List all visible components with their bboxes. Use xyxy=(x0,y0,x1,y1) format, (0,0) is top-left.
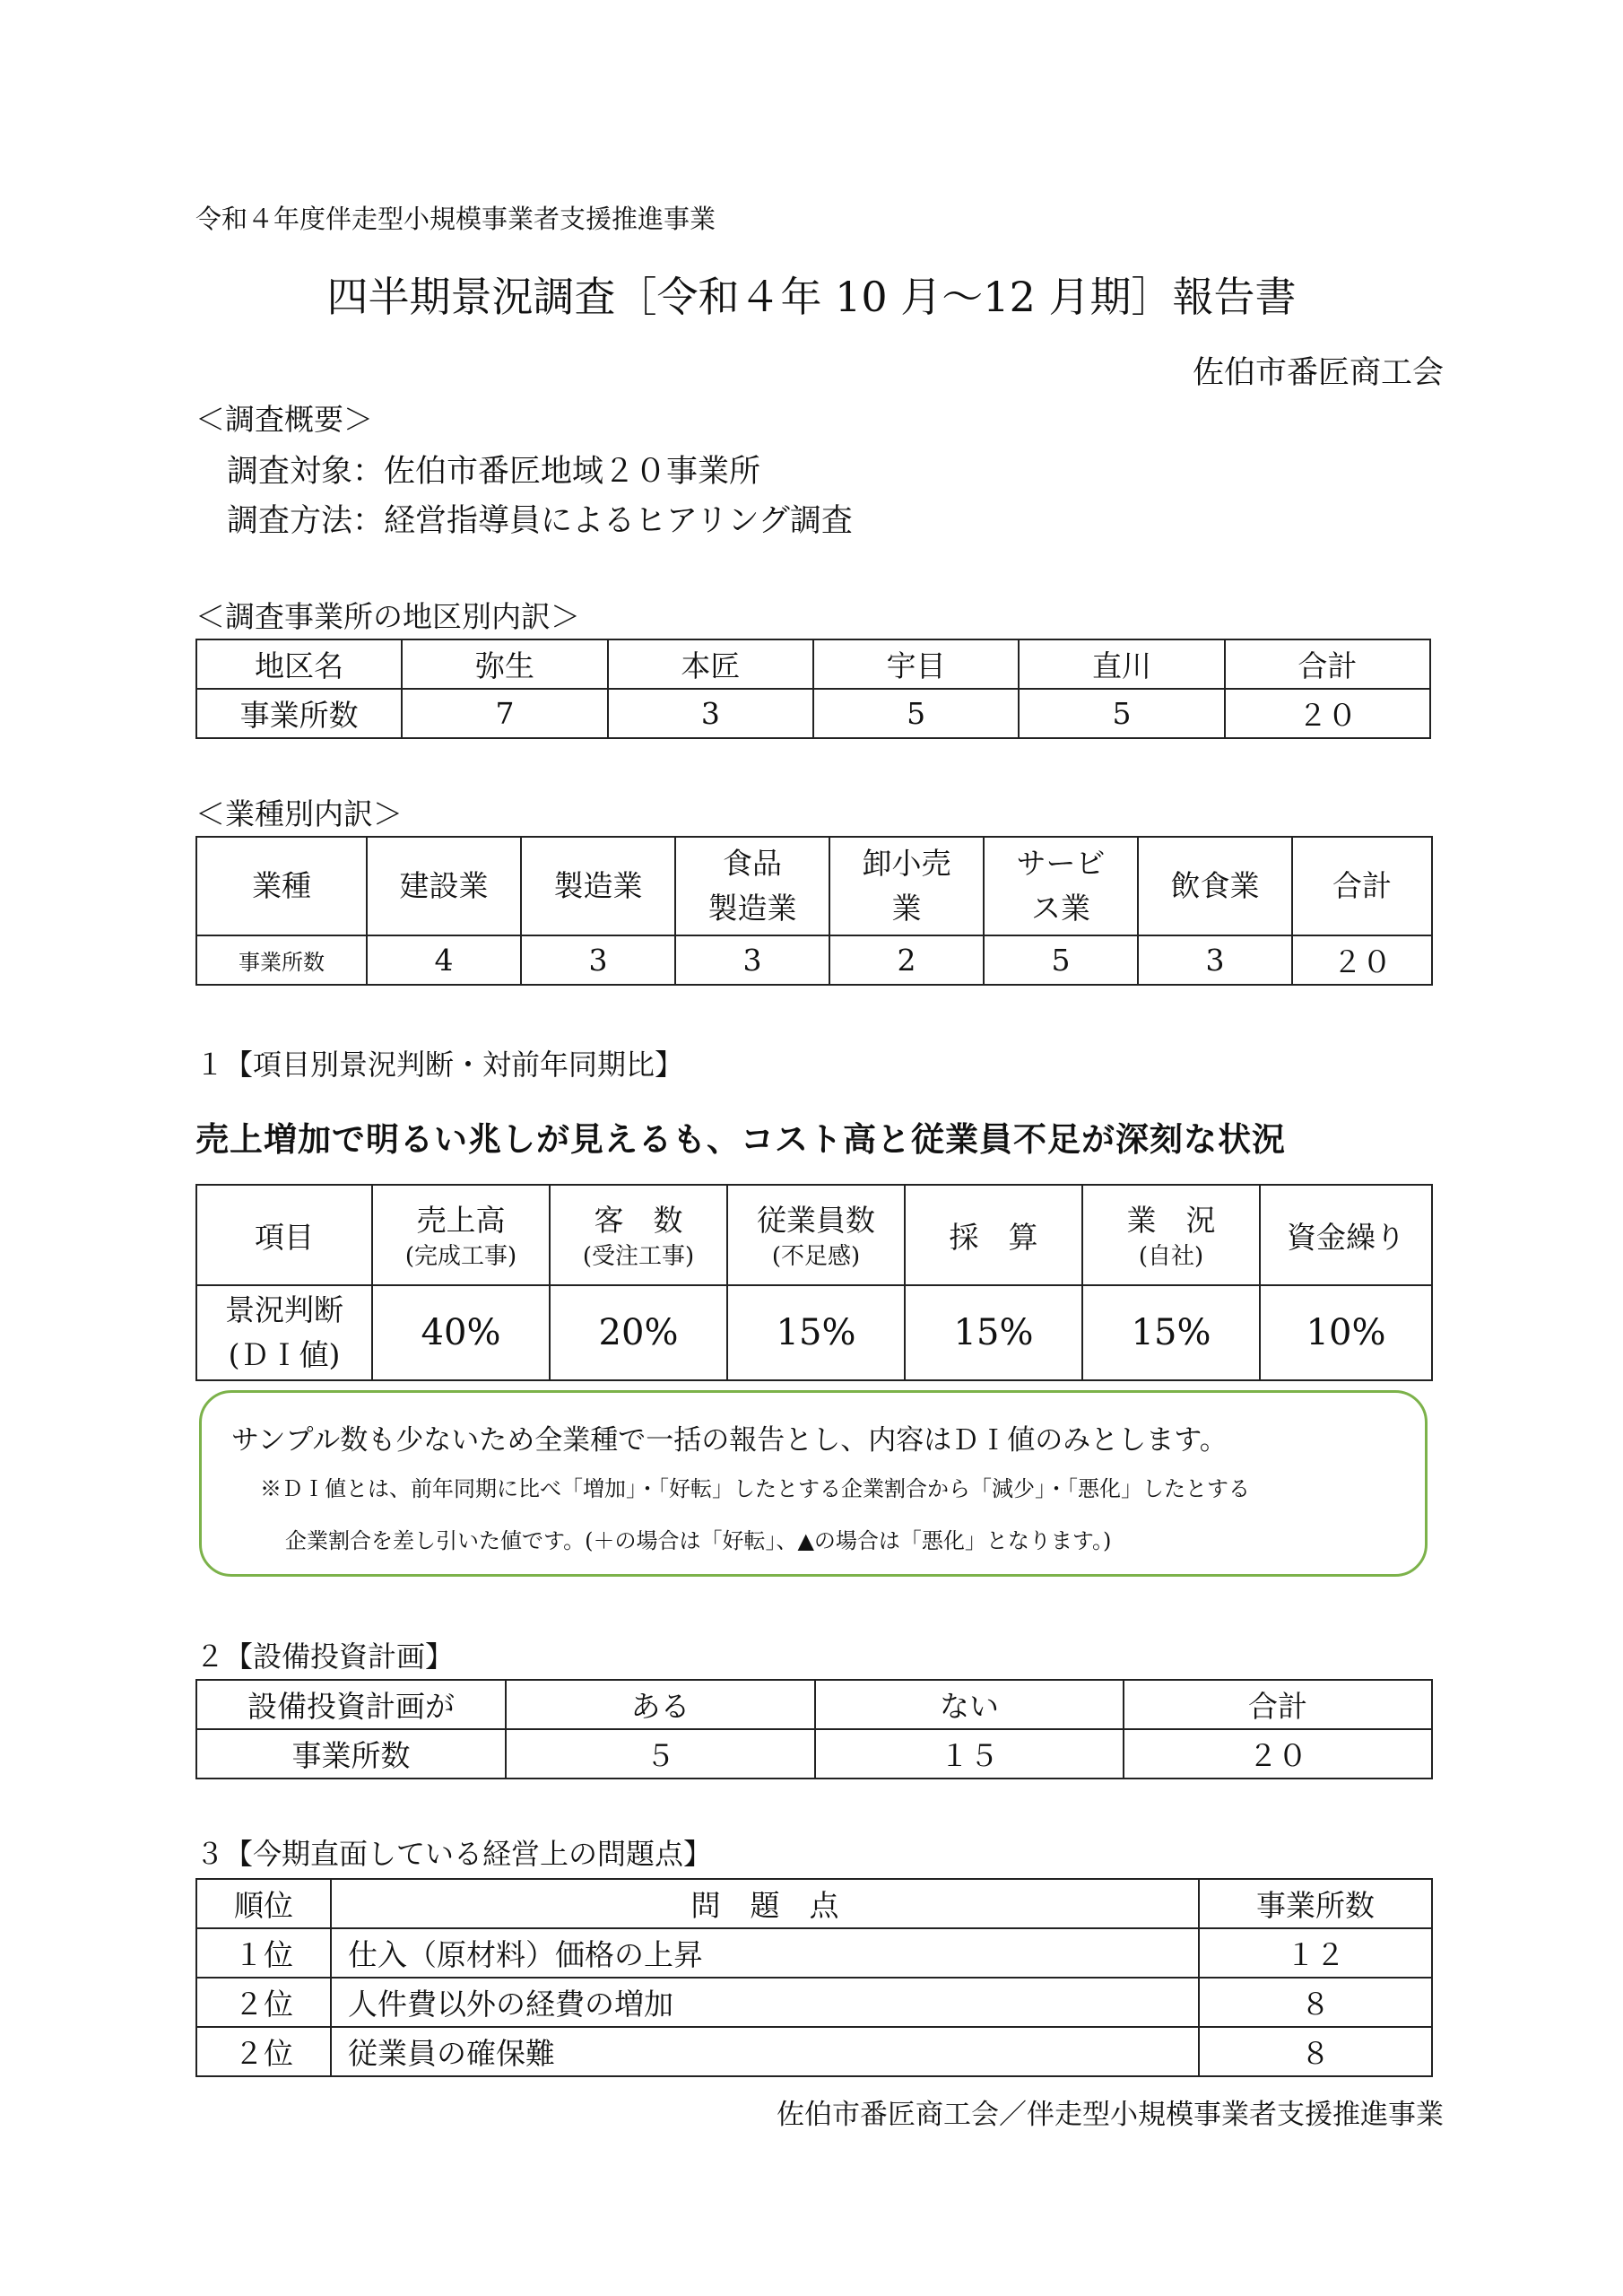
table-row xyxy=(196,1978,1432,2027)
table-cell: 設備投資計画が xyxy=(196,1680,506,1729)
section1-headline: 売上増加で明るい兆しが見えるも、コスト高と従業員不足が深刻な状況 xyxy=(195,1120,1286,1159)
table-cell: 直川 xyxy=(1019,639,1224,689)
table-cell: ない xyxy=(815,1680,1124,1729)
table-cell: 3 xyxy=(521,935,675,985)
section1-heading: １【項目別景況判断・対前年同期比】 xyxy=(195,1048,684,1082)
table-cell: 地区名 xyxy=(196,639,402,689)
issue-text: 従業員の確保難 xyxy=(331,2027,1199,2076)
issue-count: ８ xyxy=(1199,2027,1432,2076)
table-row xyxy=(196,2027,1432,2076)
table-cell: 景況判断 (ＤＩ値) xyxy=(196,1285,372,1380)
table-cell: 飲食業 xyxy=(1138,837,1292,935)
table-cell: 卸小売 業 xyxy=(829,837,984,935)
table-cell: 事業所数 xyxy=(196,935,367,985)
table-cell: 5 xyxy=(1019,689,1224,738)
issues-header-row xyxy=(196,1879,1432,1928)
table-cell: 事業所数 xyxy=(196,689,402,738)
table-cell: ２０ xyxy=(1124,1729,1432,1779)
section3-heading: ３【今期直面している経営上の問題点】 xyxy=(195,1837,713,1871)
table-cell: 本匠 xyxy=(608,639,813,689)
table-cell: 5 xyxy=(813,689,1019,738)
district-value-row xyxy=(196,689,1430,738)
di-value-row xyxy=(196,1285,1432,1380)
table-cell: 事業所数 xyxy=(1199,1879,1432,1928)
table-cell: 資金繰り xyxy=(1260,1185,1432,1285)
table-cell: 従業員数 (不足感) xyxy=(727,1185,905,1285)
table-cell: 宇目 xyxy=(813,639,1019,689)
issue-rank: １位 xyxy=(196,1928,331,1978)
footer-text: 佐伯市番匠商工会／伴走型小規模事業者支援推進事業 xyxy=(777,2099,1444,2131)
table-cell: 順位 xyxy=(196,1879,331,1928)
table-cell: １５ xyxy=(815,1729,1124,1779)
di-header-row xyxy=(196,1185,1432,1285)
investment-value-row xyxy=(196,1729,1432,1779)
issue-rank: ２位 xyxy=(196,1978,331,2027)
issues-table xyxy=(195,1878,1433,2077)
table-cell: 項目 xyxy=(196,1185,372,1285)
district-table xyxy=(195,639,1431,739)
industry-table xyxy=(195,836,1433,986)
issue-text: 人件費以外の経費の増加 xyxy=(331,1978,1199,2027)
table-cell: 2 xyxy=(829,935,984,985)
industry-header-row xyxy=(196,837,1432,935)
table-cell: 合計 xyxy=(1292,837,1432,935)
di-value: 15% xyxy=(727,1285,905,1380)
table-cell: 客 数 (受注工事) xyxy=(550,1185,727,1285)
industry-value-row xyxy=(196,935,1432,985)
table-cell: 事業所数 xyxy=(196,1729,506,1779)
organization-name: 佐伯市番匠商工会 xyxy=(1192,355,1444,391)
table-cell: 3 xyxy=(608,689,813,738)
investment-table xyxy=(195,1679,1433,1779)
table-cell: ある xyxy=(506,1680,815,1729)
note-line-2: ※ＤＩ値とは、前年同期に比べ「増加」・「好転」したとする企業割合から「減少」・「悪化」したとする xyxy=(260,1476,1250,1501)
program-name: 令和４年度伴走型小規模事業者支援推進事業 xyxy=(195,204,716,234)
section2-heading: ２【設備投資計画】 xyxy=(195,1639,455,1674)
table-cell: 業 況 (自社) xyxy=(1082,1185,1260,1285)
note-line-3: 企業割合を差し引いた値です。(＋の場合は「好転」、▲の場合は「悪化」となります。) xyxy=(285,1528,1112,1553)
table-cell: 7 xyxy=(402,689,607,738)
issue-text: 仕入（原材料）価格の上昇 xyxy=(331,1928,1199,1978)
table-cell: ５ xyxy=(506,1729,815,1779)
issue-count: １２ xyxy=(1199,1928,1432,1978)
table-cell: 採 算 xyxy=(905,1185,1082,1285)
table-cell: 業種 xyxy=(196,837,367,935)
overview-heading: ＜調査概要＞ xyxy=(195,402,373,437)
page-title: 四半期景況調査［令和４年 10 月～12 月期］報告書 xyxy=(326,273,1297,321)
table-cell: 3 xyxy=(675,935,829,985)
table-cell: 3 xyxy=(1138,935,1292,985)
table-cell: ２０ xyxy=(1292,935,1432,985)
survey-method: 調査方法：経営指導員によるヒアリング調査 xyxy=(227,503,853,539)
table-cell: 合計 xyxy=(1124,1680,1432,1729)
table-cell: 製造業 xyxy=(521,837,675,935)
table-cell: 建設業 xyxy=(367,837,521,935)
table-cell: 問 題 点 xyxy=(331,1879,1199,1928)
table-cell: 売上高 (完成工事) xyxy=(372,1185,550,1285)
di-value: 15% xyxy=(905,1285,1082,1380)
table-cell: 弥生 xyxy=(402,639,607,689)
di-value: 15% xyxy=(1082,1285,1260,1380)
table-row xyxy=(196,1928,1432,1978)
di-value: 10% xyxy=(1260,1285,1432,1380)
table-cell: 合計 xyxy=(1225,639,1430,689)
table-cell: ２０ xyxy=(1225,689,1430,738)
table-cell: 4 xyxy=(367,935,521,985)
di-value: 20% xyxy=(550,1285,727,1380)
issue-count: ８ xyxy=(1199,1978,1432,2027)
district-header-row xyxy=(196,639,1430,689)
table-cell: 5 xyxy=(984,935,1138,985)
industry-heading: ＜業種別内訳＞ xyxy=(195,796,403,831)
survey-target: 調査対象：佐伯市番匠地域２０事業所 xyxy=(227,454,761,490)
district-heading: ＜調査事業所の地区別内訳＞ xyxy=(195,599,580,634)
issue-rank: ２位 xyxy=(196,2027,331,2076)
di-table xyxy=(195,1184,1433,1381)
note-line-1: サンプル数も少ないため全業種で一括の報告とし、内容はＤＩ値のみとします。 xyxy=(231,1424,1228,1457)
table-cell: サービ ス業 xyxy=(984,837,1138,935)
table-cell: 食品 製造業 xyxy=(675,837,829,935)
di-value: 40% xyxy=(372,1285,550,1380)
investment-header-row xyxy=(196,1680,1432,1729)
